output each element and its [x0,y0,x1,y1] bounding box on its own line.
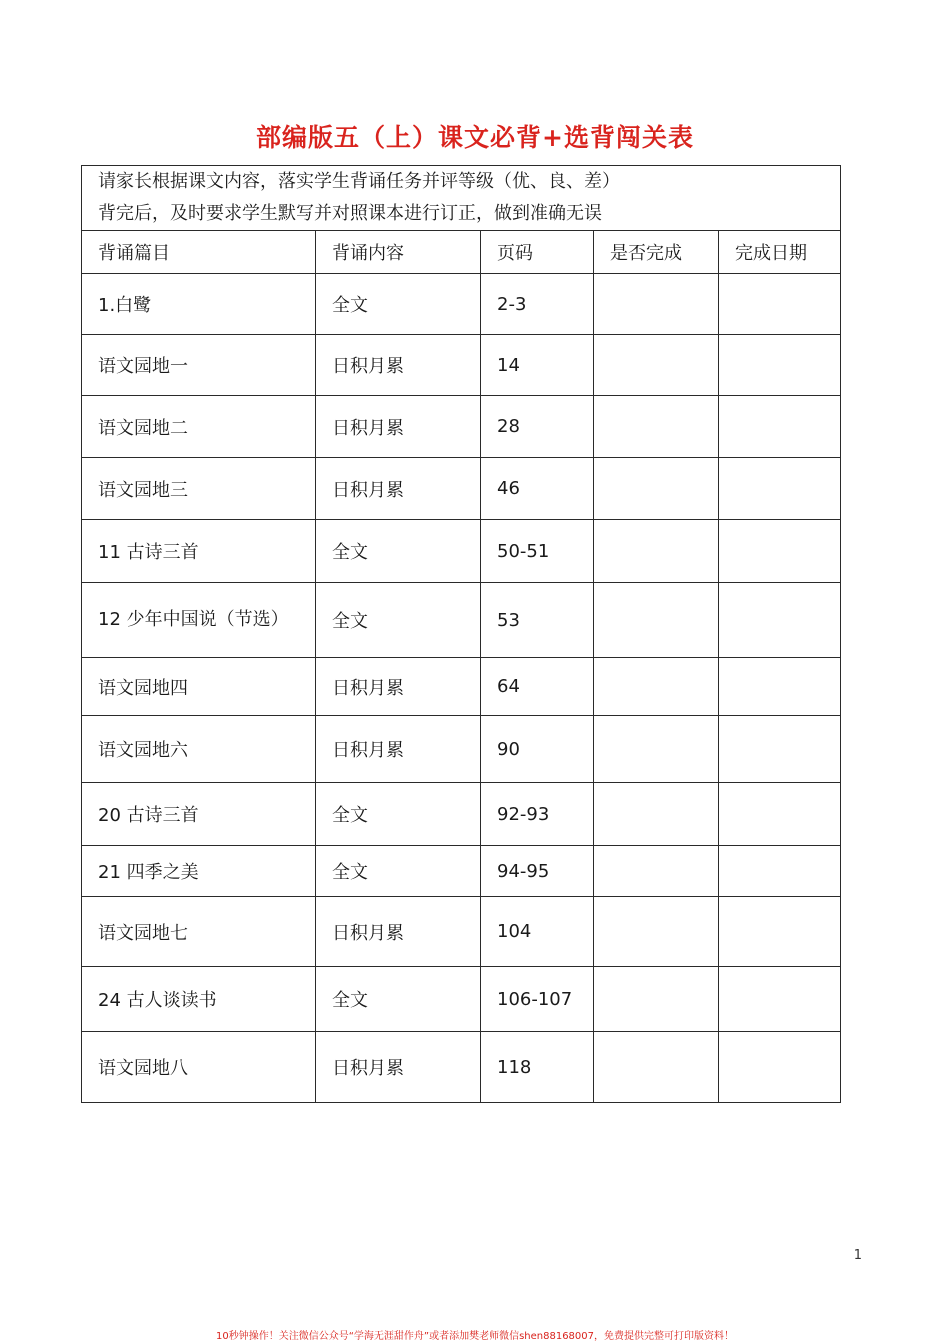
row-content: 全文 [316,967,481,1032]
row-page: 64 [481,658,594,716]
row-done-cell[interactable] [594,783,719,846]
row-content: 日积月累 [316,396,481,458]
instructions-row [82,166,841,231]
column-header-content: 背诵内容 [316,231,481,274]
table-row [82,846,841,897]
table-row [82,1032,841,1103]
row-title: 语文园地八 [82,1032,316,1103]
row-page: 92-93 [481,783,594,846]
row-date-cell[interactable] [719,396,841,458]
row-title: 语文园地二 [82,396,316,458]
row-title: 11 古诗三首 [82,520,316,583]
row-date-cell[interactable] [719,716,841,783]
row-content: 日积月累 [316,335,481,396]
row-content: 全文 [316,583,481,658]
column-header-page: 页码 [481,231,594,274]
document-title: 部编版五（上）课文必背+选背闯关表 [256,123,694,152]
table-row [82,967,841,1032]
row-content: 日积月累 [316,458,481,520]
table-header-row [82,231,841,274]
table-row [82,658,841,716]
row-title: 语文园地一 [82,335,316,396]
row-done-cell[interactable] [594,335,719,396]
row-done-cell[interactable] [594,396,719,458]
row-done-cell[interactable] [594,520,719,583]
row-done-cell[interactable] [594,716,719,783]
row-content: 日积月累 [316,658,481,716]
row-content: 日积月累 [316,1032,481,1103]
table-row [82,897,841,967]
row-done-cell[interactable] [594,458,719,520]
instructions-cell [82,166,841,231]
row-content: 日积月累 [316,897,481,967]
row-page: 46 [481,458,594,520]
row-content: 全文 [316,846,481,897]
row-done-cell[interactable] [594,897,719,967]
row-content: 全文 [316,274,481,335]
row-title: 语文园地三 [82,458,316,520]
column-header-done: 是否完成 [594,231,719,274]
row-page: 106-107 [481,967,594,1032]
row-done-cell[interactable] [594,658,719,716]
row-title: 24 古人谈读书 [82,967,316,1032]
row-title: 20 古诗三首 [82,783,316,846]
table-row [82,716,841,783]
row-title: 语文园地四 [82,658,316,716]
row-content: 全文 [316,520,481,583]
row-page: 90 [481,716,594,783]
row-content: 全文 [316,783,481,846]
footer-notice: 10秒钟操作！关注微信公众号“学海无涯甜作舟”或者添加樊老师微信shen88168007，免费提供完整可打印版资料！ [215,1331,735,1342]
row-date-cell[interactable] [719,520,841,583]
instruction-line-2: 背完后，及时要求学生默写并对照课本进行订正，做到准确无误 [98,203,602,224]
row-page: 14 [481,335,594,396]
recitation-table [81,165,841,1103]
row-done-cell[interactable] [594,1032,719,1103]
row-done-cell[interactable] [594,846,719,897]
table-row [82,396,841,458]
instruction-line-1: 请家长根据课文内容，落实学生背诵任务并评等级（优、良、差） [98,171,620,192]
row-page: 104 [481,897,594,967]
row-date-cell[interactable] [719,897,841,967]
row-content: 日积月累 [316,716,481,783]
row-title: 1.白鹭 [82,274,316,335]
row-date-cell[interactable] [719,1032,841,1103]
column-header-date: 完成日期 [719,231,841,274]
page-number: 1 [853,1248,862,1263]
row-date-cell[interactable] [719,846,841,897]
row-date-cell[interactable] [719,783,841,846]
row-done-cell[interactable] [594,967,719,1032]
row-page: 94-95 [481,846,594,897]
row-date-cell[interactable] [719,967,841,1032]
row-done-cell[interactable] [594,583,719,658]
table-row [82,458,841,520]
row-title: 语文园地七 [82,897,316,967]
table-row [82,335,841,396]
row-title: 12 少年中国说（节选） [82,583,316,658]
row-page: 2-3 [481,274,594,335]
column-header-title: 背诵篇目 [82,231,316,274]
table-row [82,783,841,846]
row-done-cell[interactable] [594,274,719,335]
row-date-cell[interactable] [719,335,841,396]
table-row [82,583,841,658]
row-date-cell[interactable] [719,458,841,520]
row-date-cell[interactable] [719,658,841,716]
row-date-cell[interactable] [719,583,841,658]
row-title: 语文园地六 [82,716,316,783]
table-row [82,520,841,583]
row-date-cell[interactable] [719,274,841,335]
row-page: 50-51 [481,520,594,583]
table-row [82,274,841,335]
row-page: 53 [481,583,594,658]
row-title: 21 四季之美 [82,846,316,897]
row-page: 118 [481,1032,594,1103]
row-page: 28 [481,396,594,458]
